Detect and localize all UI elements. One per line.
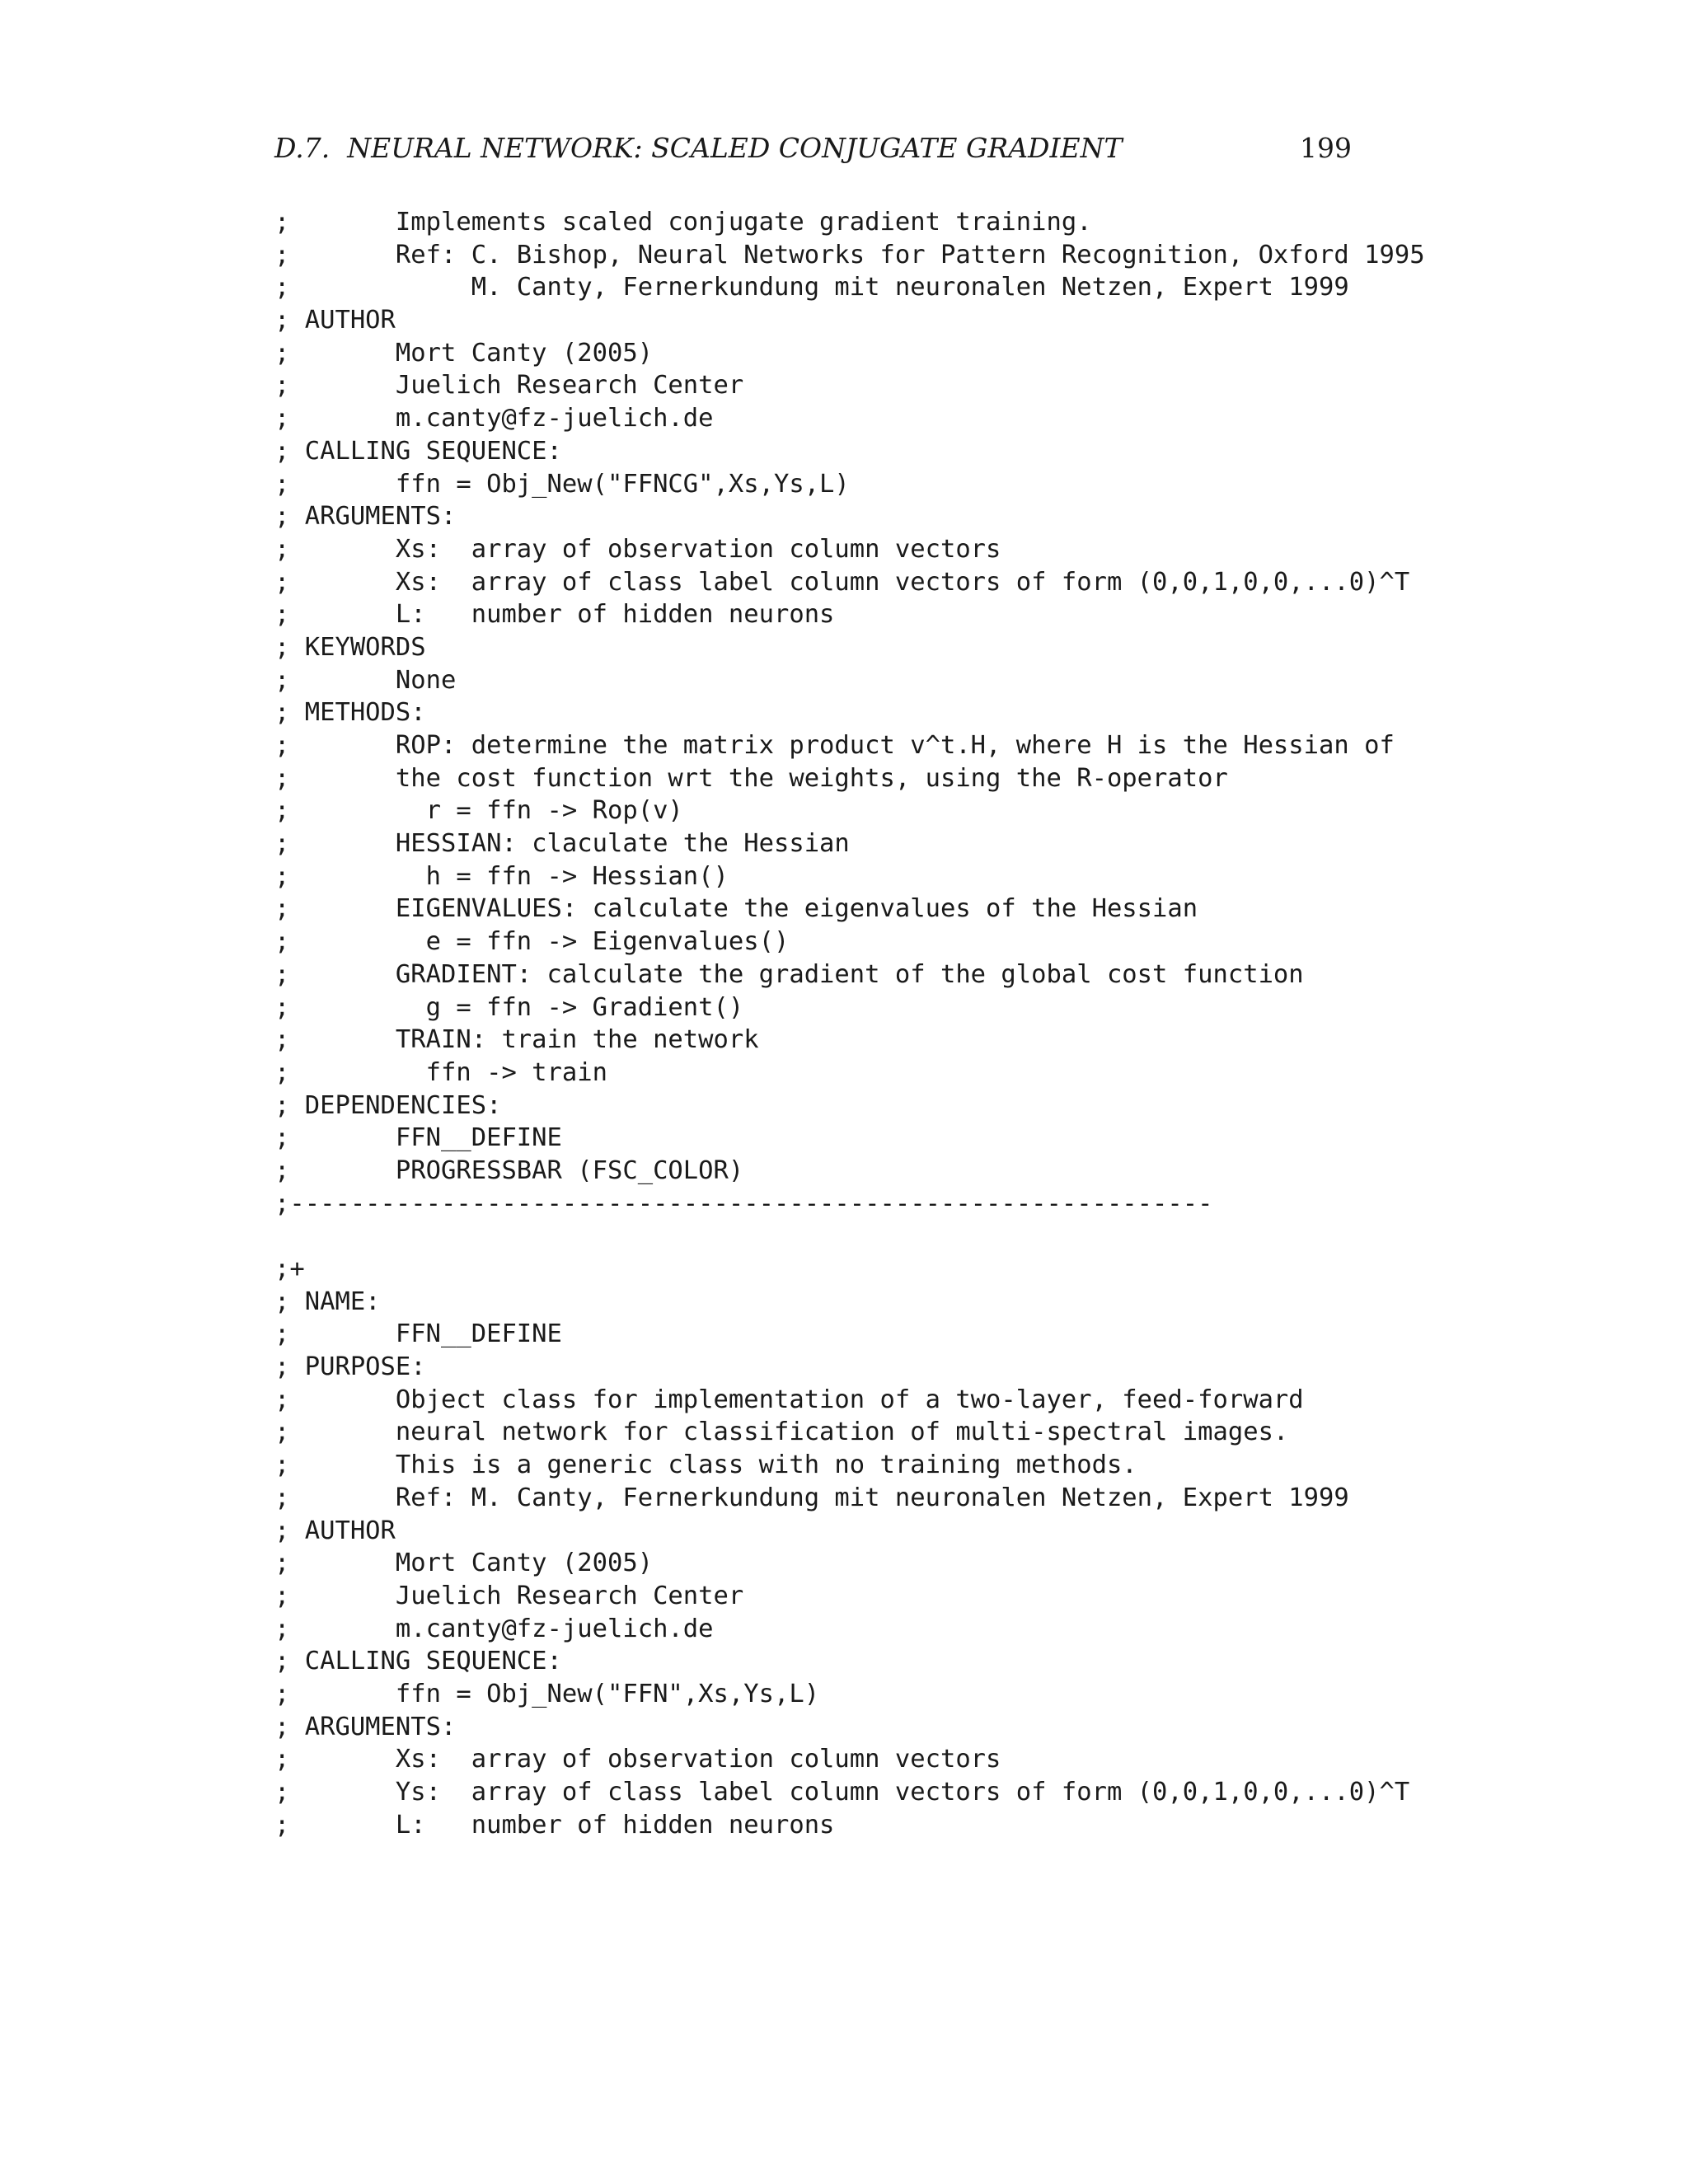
code-line: ; Ys: array of class label column vectors of form (0,0,1,0,0,...0)^T [274, 1778, 1410, 1807]
code-line: ;+ [274, 1254, 305, 1283]
code-line: ; g = ffn -> Gradient() [274, 992, 744, 1022]
code-line: ; GRADIENT: calculate the gradient of the global cost function [274, 959, 1304, 989]
code-line: ; AUTHOR [274, 1516, 396, 1545]
code-line: ; Xs: array of observation column vectors [274, 1745, 1001, 1774]
code-line: ; TRAIN: train the network [274, 1025, 759, 1055]
code-line: ; Ref: M. Canty, Fernerkundung mit neuronalen Netzen, Expert 1999 [274, 1483, 1349, 1512]
code-line: ; CALLING SEQUENCE: [274, 1647, 562, 1676]
code-line: ; ARGUMENTS: [274, 502, 457, 532]
code-line: ; ffn = Obj_New("FFN",Xs,Ys,L) [274, 1679, 820, 1708]
page-number: 199 [1300, 132, 1352, 164]
code-line: ; neural network for classification of multi-spectral images. [274, 1418, 1289, 1447]
code-line: ; DEPENDENCIES: [274, 1090, 502, 1120]
code-line: ; Mort Canty (2005) [274, 338, 654, 368]
code-line: ; Juelich Research Center [274, 1581, 744, 1610]
code-line: ; m.canty@fz-juelich.de [274, 404, 714, 434]
code-line: ; EIGENVALUES: calculate the eigenvalues of the Hessian [274, 894, 1198, 924]
code-line: ; ffn -> train [274, 1057, 607, 1087]
code-listing [274, 206, 1425, 1841]
code-line: ; Ref: C. Bishop, Neural Networks for Pattern Recognition, Oxford 1995 [274, 240, 1425, 269]
code-line: ; m.canty@fz-juelich.de [274, 1614, 714, 1643]
code-line: ; Xs: array of observation column vectors [274, 534, 1001, 564]
code-line: ; Mort Canty (2005) [274, 1549, 654, 1578]
code-line: ; PURPOSE: [274, 1352, 426, 1382]
code-line: ; Xs: array of class label column vectors of form (0,0,1,0,0,...0)^T [274, 567, 1410, 597]
code-line: ; r = ffn -> Rop(v) [274, 796, 683, 826]
code-line: ; L: number of hidden neurons [274, 600, 835, 630]
code-line: ; FFN__DEFINE [274, 1319, 562, 1349]
code-line: ; This is a generic class with no training methods. [274, 1451, 1137, 1480]
code-line: ; AUTHOR [274, 306, 396, 335]
code-line [274, 1220, 1379, 1253]
code-line: ; METHODS: [274, 698, 426, 728]
code-line: ; Juelich Research Center [274, 371, 744, 401]
code-line: ; M. Canty, Fernerkundung mit neuronalen Netzen, Expert 1999 [274, 273, 1349, 302]
code-line: ; ARGUMENTS: [274, 1712, 457, 1741]
code-line: ; KEYWORDS [274, 632, 426, 662]
code-line: ; Object class for implementation of a two-layer, feed-forward [274, 1385, 1304, 1414]
code-line: ; e = ffn -> Eigenvalues() [274, 927, 790, 957]
running-header [274, 124, 1352, 173]
code-line: ; ROP: determine the matrix product v^t.H, where H is the Hessian of [274, 731, 1395, 760]
code-line: ; NAME: [274, 1286, 381, 1316]
section-title: D.7. NEURAL NETWORK: SCALED CONJUGATE GRADIENT [274, 132, 1123, 164]
code-line: ; PROGRESSBAR (FSC_COLOR) [274, 1155, 744, 1185]
code-line: ; the cost function wrt the weights, using the R-operator [274, 763, 1228, 793]
code-line: ; FFN__DEFINE [274, 1123, 562, 1153]
code-line: ; ffn = Obj_New("FFNCG",Xs,Ys,L) [274, 469, 850, 499]
code-line: ; None [274, 665, 457, 695]
code-line: ; Implements scaled conjugate gradient training. [274, 208, 1092, 237]
code-line: ; CALLING SEQUENCE: [274, 436, 562, 466]
code-line: ; L: number of hidden neurons [274, 1810, 835, 1840]
code-line: ;------------------------------------------------------------- [274, 1188, 1213, 1218]
code-line: ; HESSIAN: claculate the Hessian [274, 829, 850, 859]
code-line: ; h = ffn -> Hessian() [274, 861, 729, 891]
